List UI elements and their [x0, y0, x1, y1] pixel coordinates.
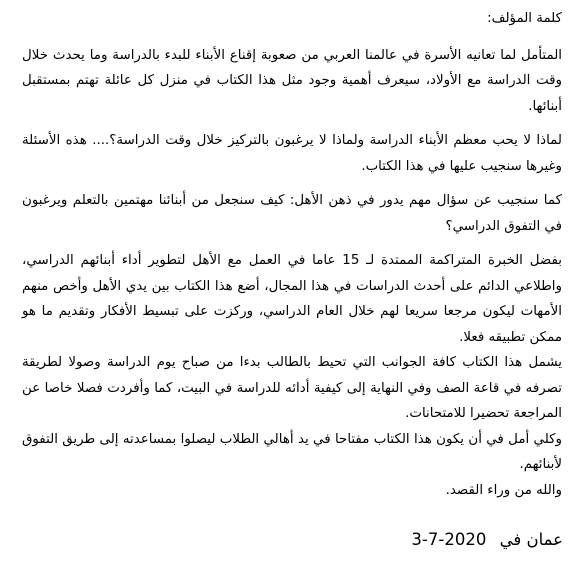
paragraph-experience: بفضل الخبرة المتراكمة الممتدة لـ 15 عاما في العمل مع الأهل لتطوير أداء أبنائهم الدراسي، واطلاعي الدائم على أحدث الدراسات في هذا المجال، أضع هذا الكتاب بين يدي الأهل وأخص منهم الأمهات ليكون مرجعا سريعا لهم خلال العام الدراسي، وركزت على تبسيط الأفكار وتقديم ما هو ممكن تطبيقه فعلا.	[22, 253, 562, 345]
paragraph-hope: وكلي أمل في أن يكون هذا الكتاب مفتاحا في يد أهالي الطلاب ليصلوا بمساعدته إلى طريق التفوق لأبنائهم.	[22, 431, 562, 472]
paragraph-book-scope: يشمل هذا الكتاب كافة الجوانب التي تحيط بالطالب بدءا من صباح يوم الدراسة وصولا لطريقة تصرفه في قاعة الصف وفي النهاية إلى كيفية أدائه للدراسة في البيت، كما وأفردت فصلا خاصا عن المراجعة تحضيرا للامتحانات.	[22, 355, 562, 421]
paragraph-parents-question: كما سنجيب عن سؤال مهم يدور في ذهن الأهل: كيف سنجعل من أبنائنا مهتمين بالتعلم ويرغبون في التفوق الدراسي؟	[22, 193, 562, 234]
signature-date-line	[411, 527, 563, 553]
place-label: عمان في	[499, 530, 563, 549]
foreword-title: كلمة المؤلف:	[487, 11, 562, 26]
paragraph-intro: المتأمل لما تعانيه الأسرة في عالمنا العربي من صعوبة إقناع الأبناء للبدء بالدراسة وما يحدث خلال وقت الدراسة مع الأولاد، سيعرف أهمية وجود مثل هذا الكتاب في منزل كل عائلة تهتم بمستقبل أبنائها.	[22, 47, 562, 114]
date-value: 3-7-2020	[411, 530, 487, 549]
paragraph-questions: لماذا لا يحب معظم الأبناء الدراسة ولماذا لا يرغبون بالتركيز خلال وقت الدراسة؟.... هذه الأسئلة وغيرها سنجيب عليها في هذا الكتاب.	[22, 133, 562, 174]
closing-line: والله من وراء القصد.	[445, 482, 562, 498]
author-foreword	[22, 6, 562, 503]
